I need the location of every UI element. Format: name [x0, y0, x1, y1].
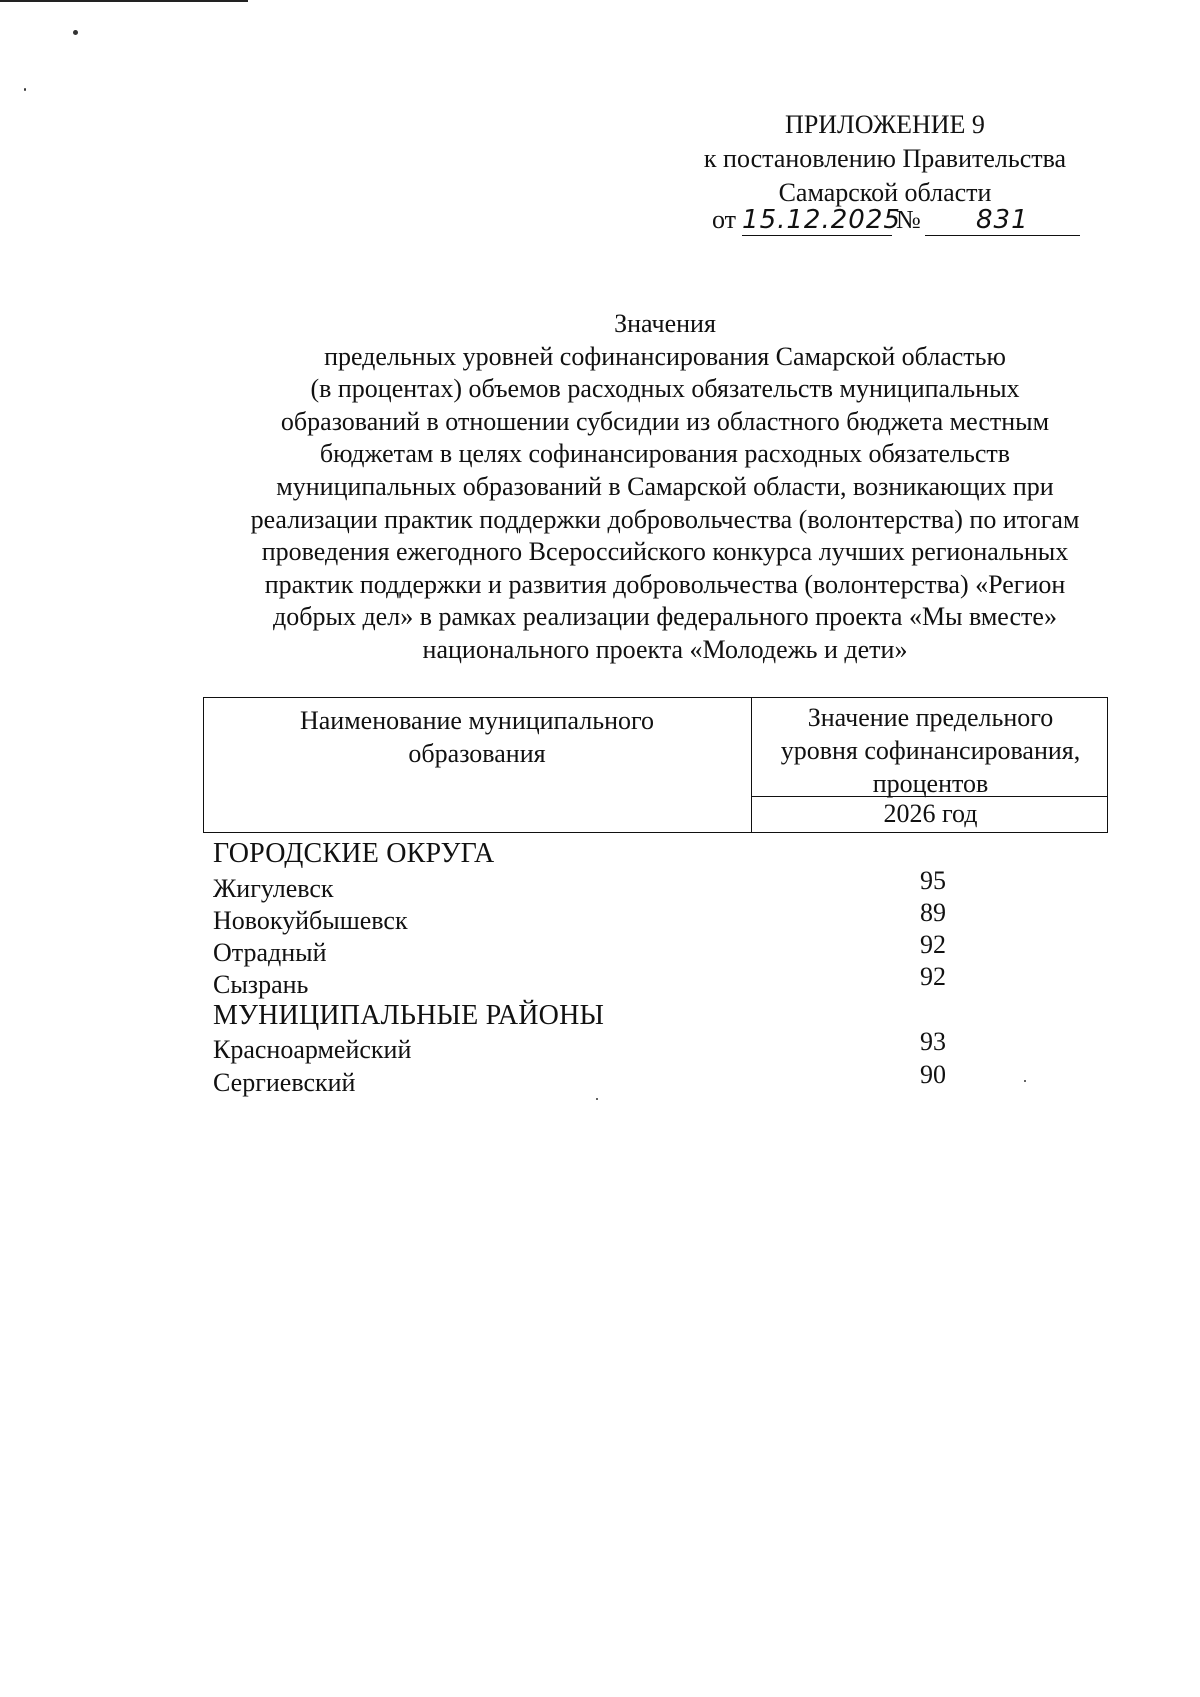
resolution-date-number [712, 205, 1132, 245]
table-row-name: Сызрань [213, 970, 309, 999]
appendix-header [650, 108, 1120, 210]
handwritten-number: 831 [925, 205, 1080, 236]
table-row-name: Сергиевский [213, 1068, 356, 1097]
title-line: бюджетам в целях софинансирования расходных обязательств [319, 439, 1011, 469]
title-line: практик поддержки и развития добровольчества (волонтерства) «Регион [264, 569, 1066, 599]
column-header-year: 2026 год [883, 799, 978, 828]
table-row-value: 89 [920, 898, 946, 927]
section-title-city-districts: ГОРОДСКИЕ ОКРУГА [213, 838, 495, 869]
table-header [203, 697, 1108, 833]
title-line: (в процентах) объемов расходных обязательств муниципальных [310, 374, 1020, 404]
column-header-cofinancing [753, 701, 1108, 800]
title-line: муниципальных образований в Самарской области, возникающих при [276, 471, 1054, 501]
table-row-name: Отрадный [213, 938, 327, 967]
title-line: реализации практик поддержки добровольчества (волонтерства) по итогам [250, 504, 1080, 534]
appendix-region: Самарской области [778, 178, 992, 207]
scan-speck [1024, 1080, 1026, 1082]
scan-speck [73, 30, 78, 35]
document-title [200, 308, 1130, 667]
table-row-value: 93 [920, 1027, 946, 1056]
title-line: национального проекта «Молодежь и дети» [422, 634, 908, 664]
title-line: Значения [614, 309, 716, 338]
table-row-value: 92 [920, 930, 946, 959]
number-sign: № [896, 205, 921, 234]
scan-edge-line [0, 0, 248, 2]
column-header-line: Значение предельного [807, 703, 1054, 732]
table-row-value: 92 [920, 962, 946, 991]
table-row-value: 90 [920, 1060, 946, 1089]
column-header-municipality [203, 704, 751, 770]
appendix-number: ПРИЛОЖЕНИЕ 9 [785, 110, 985, 139]
table-row-value: 95 [920, 866, 946, 895]
table-row-name: Красноармейский [213, 1035, 412, 1064]
table-column-divider [751, 697, 752, 833]
column-header-line: уровня софинансирования, [780, 736, 1081, 765]
title-line: образований в отношении субсидии из областного бюджета местным [280, 406, 1050, 436]
scan-speck [24, 88, 26, 91]
appendix-resolution: к постановлению Правительства [703, 144, 1067, 173]
section-title-municipal-districts: МУНИЦИПАЛЬНЫЕ РАЙОНЫ [213, 1000, 605, 1031]
column-header-line: образования [408, 739, 546, 768]
scan-speck [596, 1098, 598, 1100]
column-header-line: Наименование муниципального [299, 706, 655, 735]
table-row-name: Жигулевск [213, 874, 334, 903]
table-row-name: Новокуйбышевск [213, 906, 408, 935]
title-line: добрых дел» в рамках реализации федерального проекта «Мы вместе» [273, 602, 1057, 632]
column-header-line: процентов [872, 769, 989, 798]
handwritten-date: 15.12.2025 [742, 205, 901, 235]
from-label: от [712, 205, 737, 234]
title-line: предельных уровней софинансирования Самарской областью [324, 341, 1006, 371]
title-line: проведения ежегодного Всероссийского конкурса лучших региональных [261, 537, 1069, 567]
